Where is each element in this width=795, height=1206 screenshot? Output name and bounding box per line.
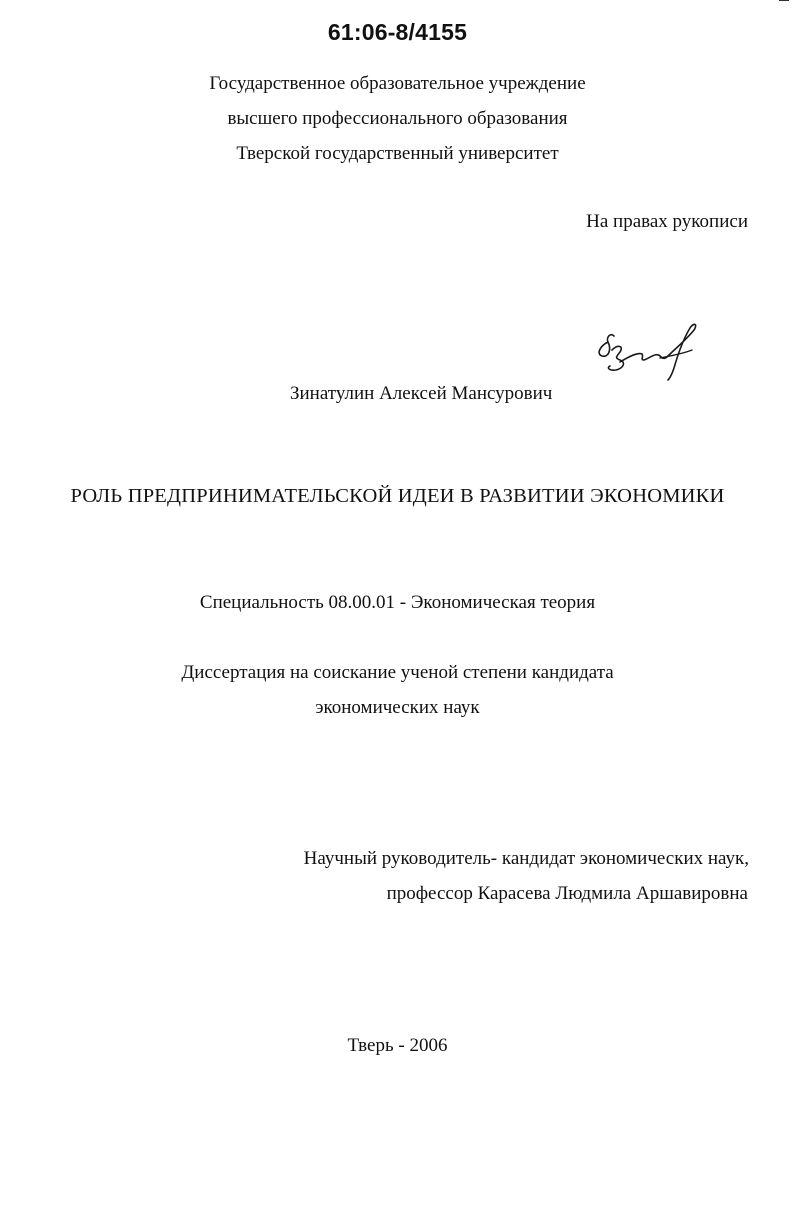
thesis-title: РОЛЬ ПРЕДПРИНИМАТЕЛЬСКОЙ ИДЕИ В РАЗВИТИИ ЭКОНОМИКИ	[70, 485, 725, 507]
institution-line-2: высшего профессионального образования	[227, 108, 568, 129]
supervisor-line-2: профессор Карасева Людмила Аршавировна	[386, 883, 748, 904]
rights-note: На правах рукописи	[586, 211, 748, 232]
institution-line-1: Государственное образовательное учреждение	[209, 73, 586, 94]
scan-artifact-line	[779, 0, 789, 1]
supervisor-line-1: Научный руководитель- кандидат экономических наук,	[303, 848, 749, 869]
author-signature	[590, 322, 705, 384]
degree-line-1: Диссертация на соискание ученой степени кандидата	[181, 662, 614, 683]
city-year: Тверь - 2006	[347, 1035, 448, 1056]
degree-line-2: экономических наук	[315, 697, 480, 718]
author-name: Зинатулин Алексей Мансурович	[290, 383, 553, 404]
catalog-code: 61:06-8/4155	[327, 19, 468, 45]
institution-line-3: Тверской государственный университет	[236, 143, 559, 164]
specialty: Специальность 08.00.01 - Экономическая теория	[199, 592, 596, 613]
